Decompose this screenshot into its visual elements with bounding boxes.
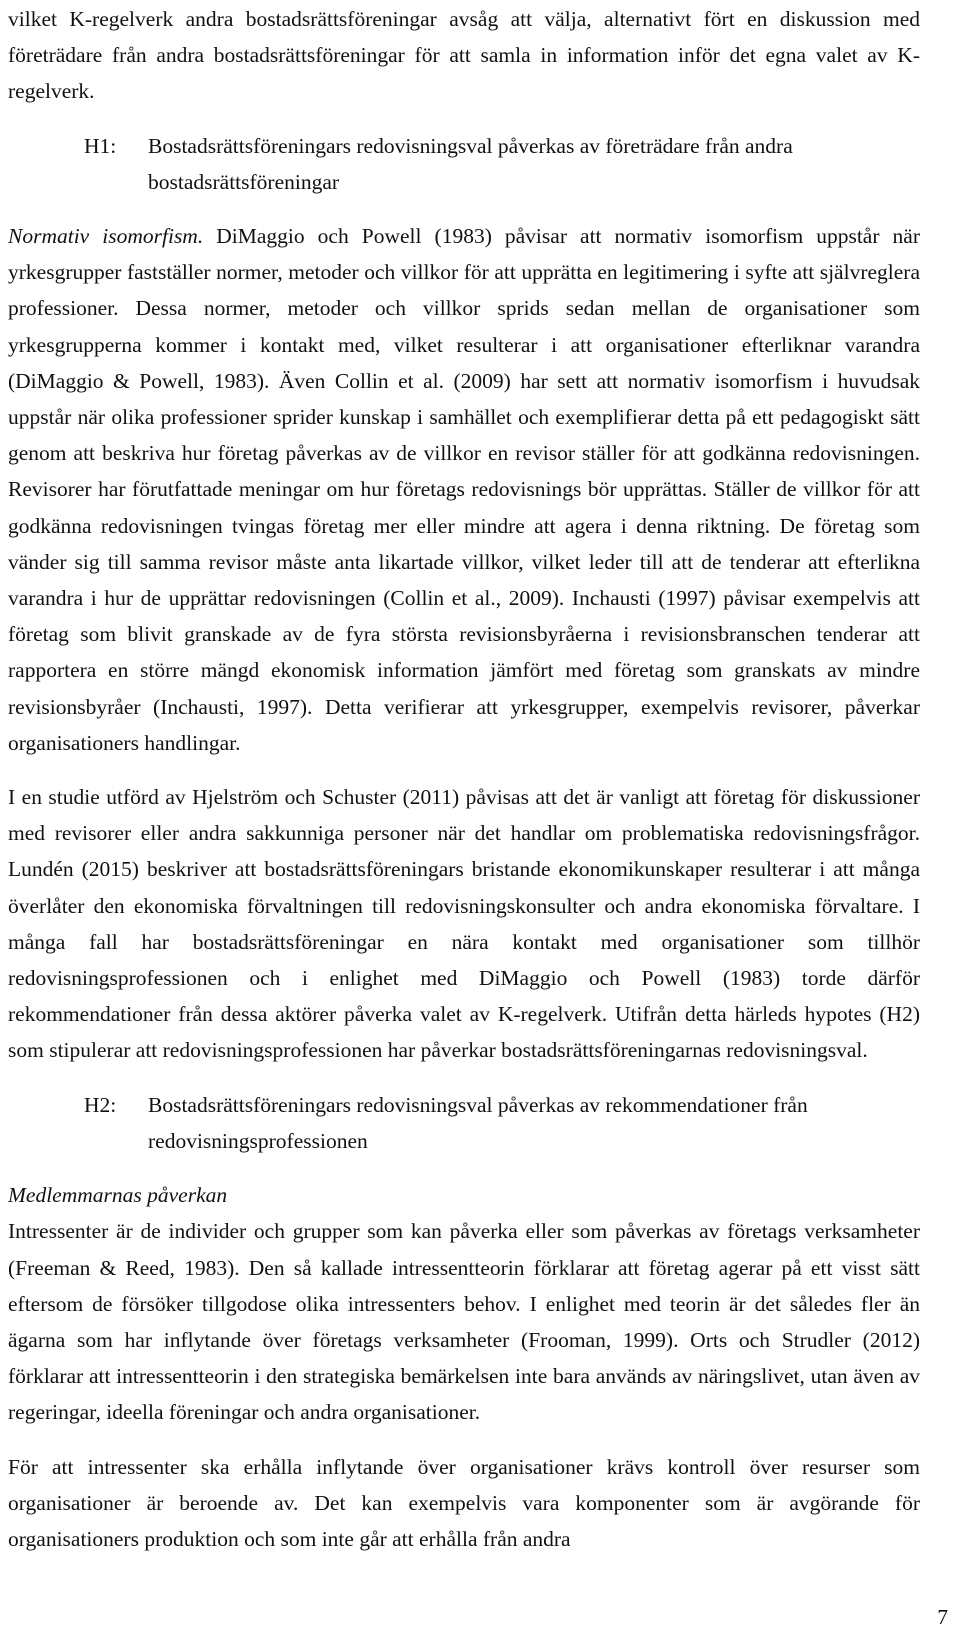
normativ-isomorfism-heading: Normativ isomorfism. (8, 224, 204, 249)
page-number: 7 (937, 1605, 948, 1629)
spacer (8, 110, 920, 128)
spacer (8, 1431, 920, 1449)
normativ-isomorfism-text: DiMaggio och Powell (1983) påvisar att normativ isomorfism uppstår när yrkesgrupper fastställer normer, metoder och villkor för att upprätta en legitimering i syfte att självreglera professioner. Dessa normer, metoder och villkor sprids sedan mellan de organisationer som yrkesgrupperna kommer i kontakt med, vilket resulterar i att organisationer efterliknar varandra (DiMaggio & Powell, 1983). Även Collin et al. (2009) har sett att normativ isomorfism i huvudsak uppstår när olika professioner sprider kunskap i samhället och exemplifierar detta på ett pedagogiskt sätt genom att beskriva hur företag påverkas av de villkor en revisor ställer för att godkänna redovisningen. Revisorer har förutfattade meningar om hur företags redovisnings bör upprättas. Ställer de villkor för att godkänna redovisningen tvingas företag mer eller mindre att agera i denna riktning. De företag som vänder sig till samma revisor måste anta likartade villkor, vilket leder till att de tenderar att efterlikna varandra i hur de upprättar redovisningen (Collin et al., 2009). Inchausti (1997) påvisar exempelvis att företag som blivit granskade av de fyra största revisionsbyråerna i revisionsbranschen tenderar att rapportera en större mängd ekonomisk information jämfört med företag som granskats av mindre revisionsbyråer (Inchausti, 1997). Detta verifierar att yrkesgrupper, exempelvis revisorer, påverkar organisationers handlingar. (8, 224, 920, 755)
hypothesis-h2-text: Bostadsrättsföreningars redovisningsval påverkas av rekommendationer från redovisningsprofessionen (148, 1092, 808, 1153)
intro-paragraph: vilket K-regelverk andra bostadsrättsföreningar avsåg att välja, alternativt fört en diskussion med företrädare från andra bostadsrättsföreningar för att samla in information inför det egna valet av K-regelverk. (8, 7, 920, 104)
spacer (8, 761, 920, 779)
intressenter-paragraph: Intressenter är de individer och grupper som kan påverka eller som påverkas av företags verksamheter (Freeman & Reed, 1983). Den så kallade intressentteorin förklarar att företag agerar på ett visst sätt eftersom de försöker tillgodose olika intressenters behov. I enlighet med teorin är det således fler än ägarna som har inflytande över företags verksamheter (Frooman, 1999). Orts och Strudler (2012) förklarar att intressentteorin i den strategiska bemärkelsen inte bara används av näringslivet, utan även av regeringar, ideella föreningar och andra organisationer. (8, 1219, 920, 1425)
hypothesis-h1-text: Bostadsrättsföreningars redovisningsval påverkas av företrädare från andra bostadsrättsföreningar (148, 133, 793, 194)
normativ-isomorfism-paragraph (8, 218, 920, 761)
kontroll-paragraph: För att intressenter ska erhålla inflytande över organisationer krävs kontroll över resurser som organisationer är beroende av. Det kan exempelvis vara komponenter som är avgörande för organisationers produktion och som inte går att erhålla från andra (8, 1454, 920, 1551)
medlemmarnas-heading: Medlemmarnas påverkan (8, 1183, 228, 1208)
hypothesis-h2-label: H2: (84, 1092, 117, 1117)
hjelstrom-paragraph: I en studie utförd av Hjelström och Schuster (2011) påvisas att det är vanligt att företag för diskussioner med revisorer eller andra sakkunniga personer när det handlar om problematiska redovisningsfrågor. Lundén (2015) beskriver att bostadsrättsföreningars bristande ekonomikunskaper resulterar i att många överlåter den ekonomiska förvaltningen till redovisningskonsulter och andra ekonomiska förvaltare. I många fall har bostadsrättsföreningar en nära kontakt med organisationer som tillhör redovisningsprofessionen och i enlighet med DiMaggio och Powell (1983) torde därför rekommendationer från dessa aktörer påverka valet av K-regelverk. Utifrån detta härleds hypotes (H2) som stipulerar att redovisningsprofessionen har påverkar bostadsrättsföreningarnas redovisningsval. (8, 785, 920, 1063)
document-page (8, 0, 920, 1557)
hypothesis-h1 (84, 128, 920, 200)
hypothesis-h1-label: H1: (84, 133, 117, 158)
hypothesis-h2 (84, 1087, 920, 1159)
